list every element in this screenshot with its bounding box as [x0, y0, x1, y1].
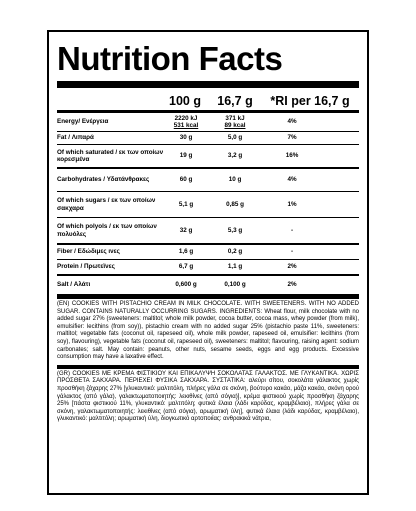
table-row-fiber — [57, 245, 359, 259]
ingredients-gr: (GR) COOKIES ΜΕ ΚΡΕΜΑ ΦΙΣΤΙΚΙΟΥ ΚΑΙ ΕΠΙΚΑΛΥΨΗ ΣΟΚΟΛΑΤΑΣ ΓΑΛΑΚΤΟΣ. ΜΕ ΓΛΥΚΑΝΤΙΚΑ. ΧΩΡΙΣ ΠΡΟΣΘΕΤΑ ΣΑΚΧΑΡΑ. ΠΕΡΙΕΧΕΙ ΦΥΣΙΚΑ ΣΑΚΧΑΡΑ. ΣΥΣΤΑΤΙΚΑ: αλεύρι σίτου, σοκολάτα γάλακτος χωρίς προσθήκη ζάχαρης 27% [γλυκαντικό: μαλτιτόλη, πλήρες γάλα σε σκόνη, βούτυρο κακάο, μάζα κακάο, σκόνη ορού γάλακτος (από γάλα), γαλακτωματοποιητής: λεκιθίνες (από σόγια)], κρέμα φιστικιού χωρίς προσθήκη ζάχαρης 25% [πάστα φιστικιού 11%, γλυκαντικό: μαλτιτόλη; φυτικά έλαια (λάδι καρύδας, κραμβέλαιο), πλήρες γάλα σε σκόνη, γαλακτωματοποιητής: λεκιθίνες (από σόγια), αρωματική ύλη], φυτικά έλαια (λάδι καρύδας, κραμβέλαιο), γλυκαντικό: μαλτιτόλη; αρωματική ύλη, διογκωτικό αρτοποιίας: ανθρακικά νάτρια, — [57, 370, 359, 423]
row-value-100g: 0,600 g — [175, 281, 197, 289]
row-value-portion: 0,100 g — [224, 281, 246, 289]
energy-kj-100g: 2220 kJ — [174, 114, 198, 122]
row-value-100g: 5,1 g — [178, 200, 194, 208]
row-label: Fiber / Εδώδιμες ινες — [57, 248, 120, 256]
row-value-portion — [205, 115, 265, 129]
row-value-ri: 7% — [287, 134, 297, 142]
energy-kcal-portion: 89 kcal — [224, 122, 246, 129]
table-row-carbohydrates — [57, 169, 359, 191]
column-header-100g: 100 g — [169, 94, 201, 108]
row-value-portion: 0,2 g — [227, 248, 243, 256]
table-row-salt — [57, 276, 359, 294]
row-value-100g: 6,7 g — [178, 263, 194, 271]
row-value-portion: 1,1 g — [227, 263, 243, 271]
row-label: Energy/ Ενέργεια — [57, 118, 109, 126]
column-header-portion: 16,7 g — [217, 94, 253, 108]
divider — [57, 81, 359, 88]
row-value-ri: 1% — [287, 200, 297, 208]
column-header-row — [57, 88, 359, 108]
table-row-energy — [57, 113, 359, 131]
table-row-polyols — [57, 218, 359, 243]
row-value-ri: 2% — [287, 263, 297, 271]
nutrition-facts-label — [47, 30, 369, 495]
row-label: Protein / Πρωτεϊνες — [57, 263, 115, 271]
row-value-100g: 60 g — [179, 176, 193, 184]
row-value-portion: 5,3 g — [227, 226, 243, 234]
row-value-ri: 4% — [287, 118, 297, 126]
ingredients-en: (EN) COOKIES WITH PISTACHIO CREAM IN MILK CHOCOLATE. WITH SWEETENERS. WITH NO ADDED SUGAR. CONTAINS NATURALLY OCCURRING SUGARS. INGREDIENTS: Wheat flour, milk chocolate with no added sugar 27% (sweeteners: maltitol; whole milk powder, cocoa butter, cocoa mass, whey powder (from milk), emulsifier: lecithins (from soy)), pistachio cream with no added sugar 25% (pistachio paste 11%, sweeteners: maltitol; vegetable fats (coconut oil, rapeseed oil), whole milk powder, rapeseed oil, emulsifier: lecithins (from soy), flavouring), vegetable fats (coconut oil, rapeseed oil), sweeteners: maltitol; flavouring, raising agent: sodium carbonates; salt. May contain: peanuts, other nuts, sesame seeds, eggs and egg products. Excessive consumption may have a laxative effect. — [57, 301, 359, 361]
row-value-100g: 19 g — [179, 152, 193, 160]
column-header-ri: *RI per 16,7 g — [270, 94, 350, 108]
row-value-ri: 16% — [285, 152, 299, 160]
row-value-100g: 30 g — [179, 134, 193, 142]
row-label: Of which polyols / εκ των οποίων πολυόλες — [57, 223, 157, 238]
row-value-portion: 5,0 g — [227, 134, 243, 142]
row-value-ri: - — [290, 248, 294, 256]
energy-kj-portion: 371 kJ — [225, 114, 245, 122]
row-value-portion: 0,85 g — [226, 200, 244, 208]
row-label: Of which saturated / εκ των οποίων κορεσμένα — [57, 148, 164, 163]
page-title: Nutrition Facts — [57, 40, 283, 77]
table-row-fat — [57, 132, 359, 144]
row-value-100g: 1,6 g — [178, 248, 194, 256]
row-label: Fat / Λιπαρά — [57, 134, 94, 142]
row-label: Of which sugars / εκ των οποίων σακχαρα — [57, 197, 156, 212]
row-value-ri: 2% — [287, 281, 297, 289]
table-row-saturated — [57, 145, 359, 167]
table-row-protein — [57, 260, 359, 274]
table-row-sugars — [57, 192, 359, 217]
row-value-100g: 32 g — [179, 226, 193, 234]
energy-kcal-100g: 531 kcal — [173, 122, 199, 129]
row-value-ri: - — [290, 226, 294, 234]
row-value-portion: 3,2 g — [227, 152, 243, 160]
row-label: Salt / Αλάτι — [57, 281, 91, 289]
row-label: Carbohydrates / Υδατάνθρακες — [57, 176, 150, 184]
row-value-portion: 10 g — [228, 176, 242, 184]
row-value-100g — [167, 115, 205, 129]
row-value-ri: 4% — [287, 176, 297, 184]
